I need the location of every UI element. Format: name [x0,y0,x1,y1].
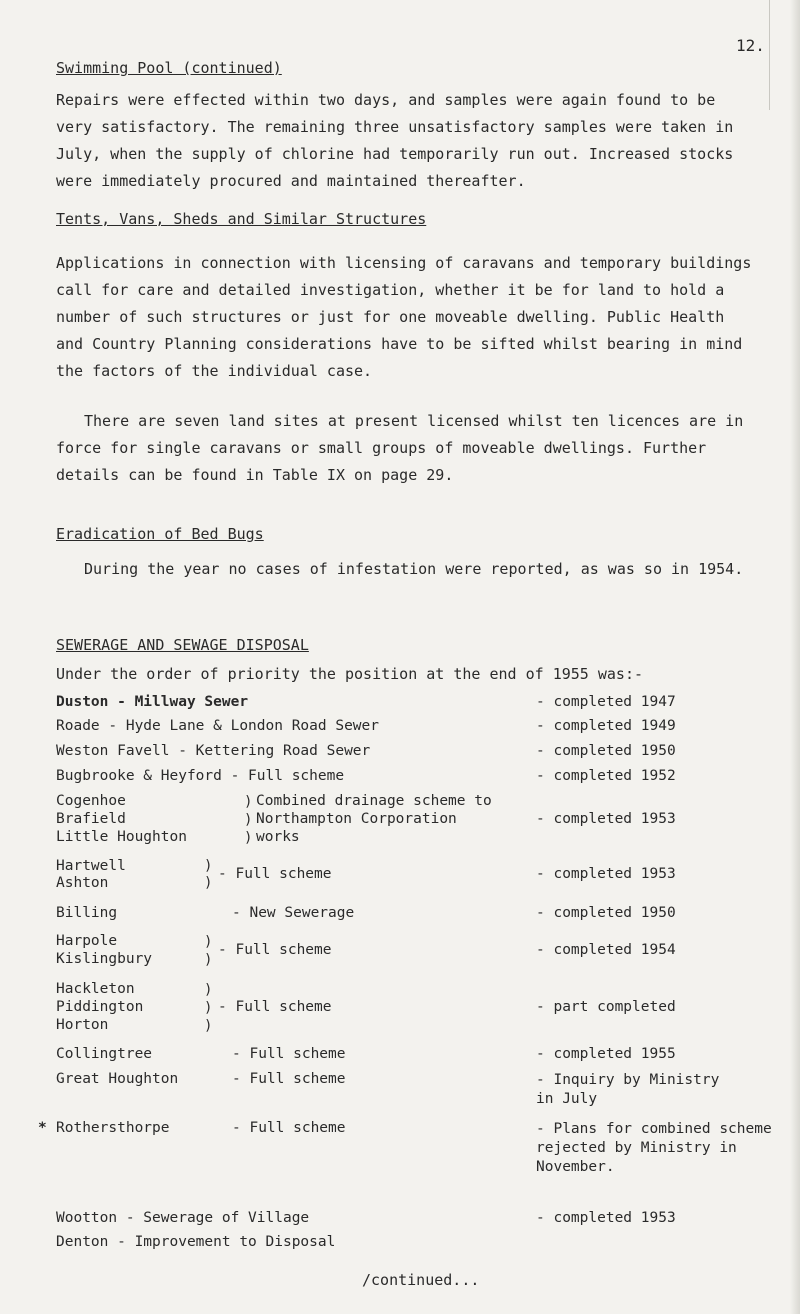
sewer-place: Rothersthorpe [56,1120,170,1136]
sewer-scheme: Combined drainage scheme to [256,793,492,809]
sewer-scheme: works [256,829,300,845]
sewer-status: - completed 1953 [536,1210,676,1226]
sewer-status: - completed 1949 [536,718,676,734]
sewer-status: - completed 1954 [536,942,676,958]
sewer-place: Hartwell [56,858,126,874]
sewer-status: - completed 1953 [536,811,676,827]
bracket-mark: ) [204,952,213,968]
sewer-scheme: - Full scheme [218,866,332,882]
bracket-mark: ) [204,858,213,874]
sewer-place: Weston Favell - Kettering Road Sewer [56,743,371,759]
bracket-mark: ) [204,934,213,950]
sewer-place: Wootton - Sewerage of Village [56,1210,310,1226]
sewer-place: Piddington [56,999,144,1015]
sewer-status: - Inquiry by Ministry in July [536,1072,720,1107]
sewer-place: Horton [56,1017,109,1033]
sewer-place: Billing [56,905,118,921]
tents-heading: Tents, Vans, Sheds and Similar Structures [56,210,427,228]
sewer-status: - completed 1953 [536,866,676,882]
sewer-place: Hackleton [56,981,135,997]
asterisk-marker: * [38,1120,47,1136]
sewer-place: Cogenhoe [56,793,126,809]
page-fold-line [769,0,770,110]
sewer-status: - completed 1947 [536,694,676,710]
sewerage-intro: Under the order of priority the position at the end of 1955 was:- [56,665,643,683]
sewer-place: Harpole [56,933,118,949]
sewer-scheme: - New Sewerage [232,905,355,921]
sewer-status: - completed 1955 [536,1046,676,1062]
sewer-status: - Plans for combined scheme rejected by Ministry in November. [536,1121,772,1175]
sewer-status: - part completed [536,999,676,1015]
bracket-mark: ) [244,794,253,810]
page-number: 12. [736,36,765,55]
sewer-scheme: - Full scheme [232,1120,346,1136]
sewer-place: Collingtree [56,1046,153,1062]
bracket-mark: ) [204,982,213,998]
bracket-mark: ) [244,812,253,828]
sewer-place: Ashton [56,875,109,891]
sewer-place: Brafield [56,811,126,827]
bed-bugs-paragraph: During the year no cases of infestation were reported, as was so in 1954. [84,560,744,578]
sewer-scheme: Northampton Corporation [256,811,457,827]
sewer-scheme: - Full scheme [218,942,332,958]
sewer-place: Denton - Improvement to Disposal [56,1234,336,1250]
sewer-place: Great Houghton [56,1071,179,1087]
sewer-place: Little Houghton [56,829,187,845]
swimming-pool-heading: Swimming Pool (continued) [56,59,282,77]
swimming-pool-paragraph: Repairs were effected within two days, and samples were again found to be very satisfactory. The remaining three unsatisfactory samples were taken in July, when the supply of chlorine had temporarily run out. Increased stocks were immediately procured and maintained thereafter. [56,91,734,190]
page-edge-shadow [790,0,800,1314]
sewer-scheme: - Full scheme [232,1071,346,1087]
sewer-status: - completed 1952 [536,768,676,784]
sewer-place: Duston - Millway Sewer [56,694,249,710]
sewer-status: - completed 1950 [536,743,676,759]
bracket-mark: ) [204,1018,213,1034]
bracket-mark: ) [244,830,253,846]
tents-paragraph-1: Applications in connection with licensing of caravans and temporary buildings call for care and detailed investigation, whether it be for land to hold a number of such structures or just for one moveable dwelling. Public Health and Country Planning considerations have to be sifted whilst bearing in mind the factors of the individual case. [56,254,752,380]
sewerage-heading: SEWERAGE AND SEWAGE DISPOSAL [56,636,309,654]
sewer-place: Bugbrooke & Heyford - Full scheme [56,768,345,784]
sewer-scheme: - Full scheme [232,1046,346,1062]
sewer-scheme: - Full scheme [218,999,332,1015]
sewer-place: Kislingbury [56,951,153,967]
bracket-mark: ) [204,875,213,891]
bed-bugs-heading: Eradication of Bed Bugs [56,525,264,543]
bracket-mark: ) [204,1000,213,1016]
tents-paragraph-2: There are seven land sites at present licensed whilst ten licences are in force for single caravans or small groups of moveable dwellings. Further details can be found in Table IX on page 29. [56,412,744,484]
sewer-place: Roade - Hyde Lane & London Road Sewer [56,718,380,734]
sewer-status: - completed 1950 [536,905,676,921]
continued-note: /continued... [362,1271,480,1289]
